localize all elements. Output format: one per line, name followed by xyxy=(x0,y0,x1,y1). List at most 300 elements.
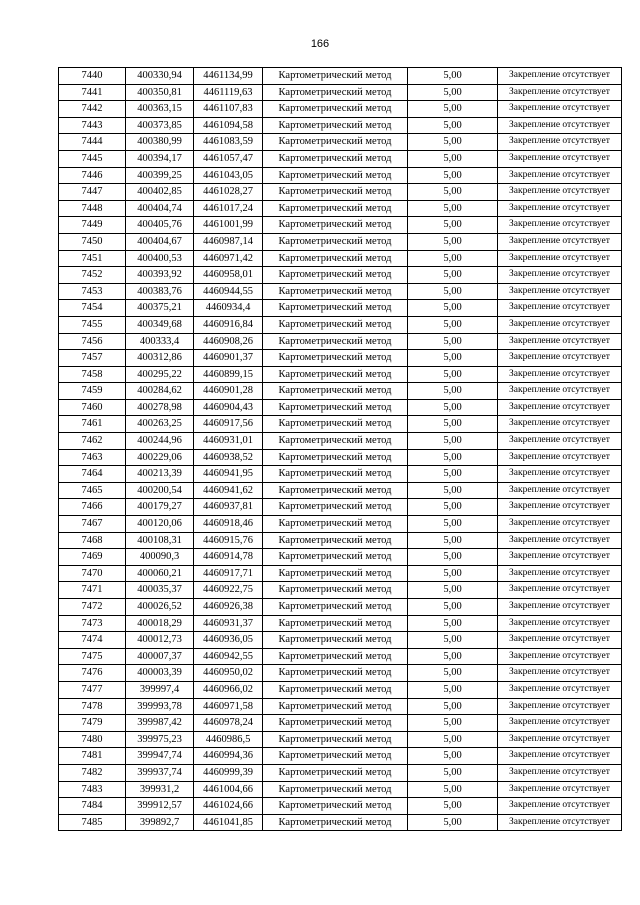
table-row xyxy=(59,84,622,101)
method-cell: Картометрический метод xyxy=(263,233,408,250)
x-coordinate-cell: 400035,37 xyxy=(126,582,194,599)
fixation-cell: Закрепление отсутствует xyxy=(498,549,622,566)
point-number-cell: 7454 xyxy=(59,300,126,317)
y-coordinate-cell: 4460971,42 xyxy=(194,250,263,267)
method-cell: Картометрический метод xyxy=(263,333,408,350)
x-coordinate-cell: 400090,3 xyxy=(126,549,194,566)
x-coordinate-cell: 400060,21 xyxy=(126,565,194,582)
method-cell: Картометрический метод xyxy=(263,681,408,698)
method-cell: Картометрический метод xyxy=(263,350,408,367)
x-coordinate-cell: 400026,52 xyxy=(126,599,194,616)
accuracy-cell: 5,00 xyxy=(408,748,498,765)
y-coordinate-cell: 4460942,55 xyxy=(194,648,263,665)
fixation-cell: Закрепление отсутствует xyxy=(498,416,622,433)
accuracy-cell: 5,00 xyxy=(408,84,498,101)
x-coordinate-cell: 399912,57 xyxy=(126,798,194,815)
point-number-cell: 7485 xyxy=(59,814,126,831)
x-coordinate-cell: 400402,85 xyxy=(126,184,194,201)
table-row xyxy=(59,217,622,234)
y-coordinate-cell: 4460978,24 xyxy=(194,715,263,732)
method-cell: Картометрический метод xyxy=(263,814,408,831)
point-number-cell: 7478 xyxy=(59,698,126,715)
point-number-cell: 7461 xyxy=(59,416,126,433)
fixation-cell: Закрепление отсутствует xyxy=(498,499,622,516)
table-row xyxy=(59,648,622,665)
table-row xyxy=(59,764,622,781)
fixation-cell: Закрепление отсутствует xyxy=(498,233,622,250)
table-row xyxy=(59,399,622,416)
point-number-cell: 7445 xyxy=(59,150,126,167)
accuracy-cell: 5,00 xyxy=(408,68,498,85)
point-number-cell: 7469 xyxy=(59,549,126,566)
point-number-cell: 7464 xyxy=(59,466,126,483)
method-cell: Картометрический метод xyxy=(263,300,408,317)
table-row xyxy=(59,167,622,184)
accuracy-cell: 5,00 xyxy=(408,316,498,333)
x-coordinate-cell: 400404,74 xyxy=(126,200,194,217)
fixation-cell: Закрепление отсутствует xyxy=(498,748,622,765)
fixation-cell: Закрепление отсутствует xyxy=(498,101,622,118)
y-coordinate-cell: 4461119,63 xyxy=(194,84,263,101)
method-cell: Картометрический метод xyxy=(263,648,408,665)
x-coordinate-cell: 399892,7 xyxy=(126,814,194,831)
x-coordinate-cell: 399931,2 xyxy=(126,781,194,798)
fixation-cell: Закрепление отсутствует xyxy=(498,84,622,101)
y-coordinate-cell: 4460917,71 xyxy=(194,565,263,582)
x-coordinate-cell: 400003,39 xyxy=(126,665,194,682)
table-row xyxy=(59,200,622,217)
method-cell: Картометрический метод xyxy=(263,316,408,333)
x-coordinate-cell: 400108,31 xyxy=(126,532,194,549)
fixation-cell: Закрепление отсутствует xyxy=(498,599,622,616)
accuracy-cell: 5,00 xyxy=(408,350,498,367)
accuracy-cell: 5,00 xyxy=(408,366,498,383)
x-coordinate-cell: 400018,29 xyxy=(126,615,194,632)
y-coordinate-cell: 4460917,56 xyxy=(194,416,263,433)
fixation-cell: Закрепление отсутствует xyxy=(498,200,622,217)
x-coordinate-cell: 400312,86 xyxy=(126,350,194,367)
accuracy-cell: 5,00 xyxy=(408,781,498,798)
accuracy-cell: 5,00 xyxy=(408,267,498,284)
table-row xyxy=(59,615,622,632)
method-cell: Картометрический метод xyxy=(263,698,408,715)
point-number-cell: 7480 xyxy=(59,731,126,748)
method-cell: Картометрический метод xyxy=(263,748,408,765)
y-coordinate-cell: 4460899,15 xyxy=(194,366,263,383)
x-coordinate-cell: 400295,22 xyxy=(126,366,194,383)
accuracy-cell: 5,00 xyxy=(408,482,498,499)
fixation-cell: Закрепление отсутствует xyxy=(498,316,622,333)
table-row xyxy=(59,333,622,350)
point-number-cell: 7477 xyxy=(59,681,126,698)
table-row xyxy=(59,101,622,118)
method-cell: Картометрический метод xyxy=(263,68,408,85)
x-coordinate-cell: 400399,25 xyxy=(126,167,194,184)
accuracy-cell: 5,00 xyxy=(408,715,498,732)
fixation-cell: Закрепление отсутствует xyxy=(498,482,622,499)
table-row xyxy=(59,698,622,715)
accuracy-cell: 5,00 xyxy=(408,599,498,616)
point-number-cell: 7456 xyxy=(59,333,126,350)
y-coordinate-cell: 4460926,38 xyxy=(194,599,263,616)
fixation-cell: Закрепление отсутствует xyxy=(498,150,622,167)
accuracy-cell: 5,00 xyxy=(408,101,498,118)
method-cell: Картометрический метод xyxy=(263,466,408,483)
y-coordinate-cell: 4460937,81 xyxy=(194,499,263,516)
point-number-cell: 7458 xyxy=(59,366,126,383)
accuracy-cell: 5,00 xyxy=(408,648,498,665)
method-cell: Картометрический метод xyxy=(263,150,408,167)
table-row xyxy=(59,748,622,765)
point-number-cell: 7442 xyxy=(59,101,126,118)
method-cell: Картометрический метод xyxy=(263,532,408,549)
x-coordinate-cell: 400333,4 xyxy=(126,333,194,350)
fixation-cell: Закрепление отсутствует xyxy=(498,648,622,665)
table-row xyxy=(59,632,622,649)
accuracy-cell: 5,00 xyxy=(408,117,498,134)
accuracy-cell: 5,00 xyxy=(408,516,498,533)
accuracy-cell: 5,00 xyxy=(408,150,498,167)
y-coordinate-cell: 4460944,55 xyxy=(194,283,263,300)
method-cell: Картометрический метод xyxy=(263,117,408,134)
table-row xyxy=(59,150,622,167)
point-number-cell: 7449 xyxy=(59,217,126,234)
accuracy-cell: 5,00 xyxy=(408,632,498,649)
table-row xyxy=(59,233,622,250)
fixation-cell: Закрепление отсутствует xyxy=(498,731,622,748)
fixation-cell: Закрепление отсутствует xyxy=(498,68,622,85)
method-cell: Картометрический метод xyxy=(263,565,408,582)
accuracy-cell: 5,00 xyxy=(408,333,498,350)
method-cell: Картометрический метод xyxy=(263,184,408,201)
point-number-cell: 7457 xyxy=(59,350,126,367)
x-coordinate-cell: 400363,15 xyxy=(126,101,194,118)
fixation-cell: Закрепление отсутствует xyxy=(498,615,622,632)
point-number-cell: 7455 xyxy=(59,316,126,333)
x-coordinate-cell: 400278,98 xyxy=(126,399,194,416)
y-coordinate-cell: 4460915,76 xyxy=(194,532,263,549)
method-cell: Картометрический метод xyxy=(263,516,408,533)
accuracy-cell: 5,00 xyxy=(408,549,498,566)
x-coordinate-cell: 400350,81 xyxy=(126,84,194,101)
table-row xyxy=(59,499,622,516)
method-cell: Картометрический метод xyxy=(263,781,408,798)
table-row xyxy=(59,665,622,682)
point-number-cell: 7446 xyxy=(59,167,126,184)
y-coordinate-cell: 4461004,66 xyxy=(194,781,263,798)
y-coordinate-cell: 4460901,37 xyxy=(194,350,263,367)
method-cell: Картометрический метод xyxy=(263,134,408,151)
table-row xyxy=(59,532,622,549)
table-row xyxy=(59,781,622,798)
table-row xyxy=(59,383,622,400)
accuracy-cell: 5,00 xyxy=(408,615,498,632)
x-coordinate-cell: 399987,42 xyxy=(126,715,194,732)
fixation-cell: Закрепление отсутствует xyxy=(498,383,622,400)
table-row xyxy=(59,582,622,599)
fixation-cell: Закрепление отсутствует xyxy=(498,516,622,533)
point-number-cell: 7474 xyxy=(59,632,126,649)
point-number-cell: 7473 xyxy=(59,615,126,632)
point-number-cell: 7467 xyxy=(59,516,126,533)
fixation-cell: Закрепление отсутствует xyxy=(498,764,622,781)
x-coordinate-cell: 400012,73 xyxy=(126,632,194,649)
y-coordinate-cell: 4460922,75 xyxy=(194,582,263,599)
method-cell: Картометрический метод xyxy=(263,715,408,732)
point-number-cell: 7481 xyxy=(59,748,126,765)
x-coordinate-cell: 399975,23 xyxy=(126,731,194,748)
table-row xyxy=(59,715,622,732)
point-number-cell: 7453 xyxy=(59,283,126,300)
method-cell: Картометрический метод xyxy=(263,582,408,599)
accuracy-cell: 5,00 xyxy=(408,798,498,815)
y-coordinate-cell: 4460914,78 xyxy=(194,549,263,566)
method-cell: Картометрический метод xyxy=(263,283,408,300)
table-row xyxy=(59,250,622,267)
fixation-cell: Закрепление отсутствует xyxy=(498,283,622,300)
point-number-cell: 7463 xyxy=(59,449,126,466)
accuracy-cell: 5,00 xyxy=(408,283,498,300)
y-coordinate-cell: 4460918,46 xyxy=(194,516,263,533)
fixation-cell: Закрепление отсутствует xyxy=(498,399,622,416)
fixation-cell: Закрепление отсутствует xyxy=(498,681,622,698)
table-row xyxy=(59,283,622,300)
point-number-cell: 7479 xyxy=(59,715,126,732)
y-coordinate-cell: 4460958,01 xyxy=(194,267,263,284)
y-coordinate-cell: 4460987,14 xyxy=(194,233,263,250)
coordinates-table xyxy=(58,67,622,831)
coordinates-table-body xyxy=(59,68,622,831)
y-coordinate-cell: 4460936,05 xyxy=(194,632,263,649)
table-row xyxy=(59,549,622,566)
x-coordinate-cell: 400400,53 xyxy=(126,250,194,267)
accuracy-cell: 5,00 xyxy=(408,200,498,217)
y-coordinate-cell: 4460941,95 xyxy=(194,466,263,483)
x-coordinate-cell: 400120,06 xyxy=(126,516,194,533)
point-number-cell: 7447 xyxy=(59,184,126,201)
accuracy-cell: 5,00 xyxy=(408,582,498,599)
table-row xyxy=(59,300,622,317)
x-coordinate-cell: 400200,54 xyxy=(126,482,194,499)
table-row xyxy=(59,267,622,284)
y-coordinate-cell: 4460971,58 xyxy=(194,698,263,715)
y-coordinate-cell: 4460986,5 xyxy=(194,731,263,748)
table-row xyxy=(59,516,622,533)
y-coordinate-cell: 4460941,62 xyxy=(194,482,263,499)
point-number-cell: 7441 xyxy=(59,84,126,101)
table-row xyxy=(59,565,622,582)
table-row xyxy=(59,482,622,499)
fixation-cell: Закрепление отсутствует xyxy=(498,798,622,815)
accuracy-cell: 5,00 xyxy=(408,499,498,516)
table-row xyxy=(59,433,622,450)
point-number-cell: 7470 xyxy=(59,565,126,582)
y-coordinate-cell: 4461001,99 xyxy=(194,217,263,234)
fixation-cell: Закрепление отсутствует xyxy=(498,184,622,201)
table-row xyxy=(59,316,622,333)
accuracy-cell: 5,00 xyxy=(408,300,498,317)
x-coordinate-cell: 400380,99 xyxy=(126,134,194,151)
table-row xyxy=(59,117,622,134)
table-row xyxy=(59,68,622,85)
method-cell: Картометрический метод xyxy=(263,599,408,616)
accuracy-cell: 5,00 xyxy=(408,565,498,582)
x-coordinate-cell: 400229,06 xyxy=(126,449,194,466)
table-row xyxy=(59,184,622,201)
accuracy-cell: 5,00 xyxy=(408,233,498,250)
fixation-cell: Закрепление отсутствует xyxy=(498,565,622,582)
table-row xyxy=(59,681,622,698)
point-number-cell: 7476 xyxy=(59,665,126,682)
fixation-cell: Закрепление отсутствует xyxy=(498,698,622,715)
table-row xyxy=(59,366,622,383)
x-coordinate-cell: 400405,76 xyxy=(126,217,194,234)
x-coordinate-cell: 400375,21 xyxy=(126,300,194,317)
x-coordinate-cell: 400404,67 xyxy=(126,233,194,250)
x-coordinate-cell: 399947,74 xyxy=(126,748,194,765)
fixation-cell: Закрепление отсутствует xyxy=(498,350,622,367)
fixation-cell: Закрепление отсутствует xyxy=(498,333,622,350)
method-cell: Картометрический метод xyxy=(263,217,408,234)
method-cell: Картометрический метод xyxy=(263,798,408,815)
fixation-cell: Закрепление отсутствует xyxy=(498,300,622,317)
fixation-cell: Закрепление отсутствует xyxy=(498,781,622,798)
accuracy-cell: 5,00 xyxy=(408,383,498,400)
accuracy-cell: 5,00 xyxy=(408,433,498,450)
point-number-cell: 7450 xyxy=(59,233,126,250)
fixation-cell: Закрепление отсутствует xyxy=(498,466,622,483)
y-coordinate-cell: 4461107,83 xyxy=(194,101,263,118)
fixation-cell: Закрепление отсутствует xyxy=(498,117,622,134)
x-coordinate-cell: 400213,39 xyxy=(126,466,194,483)
x-coordinate-cell: 400349,68 xyxy=(126,316,194,333)
accuracy-cell: 5,00 xyxy=(408,764,498,781)
accuracy-cell: 5,00 xyxy=(408,134,498,151)
accuracy-cell: 5,00 xyxy=(408,698,498,715)
y-coordinate-cell: 4460999,39 xyxy=(194,764,263,781)
y-coordinate-cell: 4460994,36 xyxy=(194,748,263,765)
x-coordinate-cell: 399993,78 xyxy=(126,698,194,715)
fixation-cell: Закрепление отсутствует xyxy=(498,632,622,649)
fixation-cell: Закрепление отсутствует xyxy=(498,582,622,599)
y-coordinate-cell: 4461094,58 xyxy=(194,117,263,134)
point-number-cell: 7448 xyxy=(59,200,126,217)
fixation-cell: Закрепление отсутствует xyxy=(498,814,622,831)
x-coordinate-cell: 400284,62 xyxy=(126,383,194,400)
method-cell: Картометрический метод xyxy=(263,250,408,267)
fixation-cell: Закрепление отсутствует xyxy=(498,433,622,450)
method-cell: Картометрический метод xyxy=(263,101,408,118)
table-row xyxy=(59,814,622,831)
fixation-cell: Закрепление отсутствует xyxy=(498,532,622,549)
y-coordinate-cell: 4461017,24 xyxy=(194,200,263,217)
y-coordinate-cell: 4461083,59 xyxy=(194,134,263,151)
x-coordinate-cell: 400007,37 xyxy=(126,648,194,665)
accuracy-cell: 5,00 xyxy=(408,217,498,234)
y-coordinate-cell: 4461057,47 xyxy=(194,150,263,167)
table-row xyxy=(59,350,622,367)
x-coordinate-cell: 399997,4 xyxy=(126,681,194,698)
table-row xyxy=(59,134,622,151)
y-coordinate-cell: 4461043,05 xyxy=(194,167,263,184)
method-cell: Картометрический метод xyxy=(263,433,408,450)
point-number-cell: 7465 xyxy=(59,482,126,499)
point-number-cell: 7451 xyxy=(59,250,126,267)
method-cell: Картометрический метод xyxy=(263,84,408,101)
y-coordinate-cell: 4460931,37 xyxy=(194,615,263,632)
accuracy-cell: 5,00 xyxy=(408,184,498,201)
fixation-cell: Закрепление отсутствует xyxy=(498,665,622,682)
accuracy-cell: 5,00 xyxy=(408,399,498,416)
point-number-cell: 7466 xyxy=(59,499,126,516)
method-cell: Картометрический метод xyxy=(263,383,408,400)
y-coordinate-cell: 4460934,4 xyxy=(194,300,263,317)
method-cell: Картометрический метод xyxy=(263,399,408,416)
x-coordinate-cell: 400244,96 xyxy=(126,433,194,450)
method-cell: Картометрический метод xyxy=(263,665,408,682)
fixation-cell: Закрепление отсутствует xyxy=(498,167,622,184)
x-coordinate-cell: 400383,76 xyxy=(126,283,194,300)
table-row xyxy=(59,449,622,466)
point-number-cell: 7443 xyxy=(59,117,126,134)
point-number-cell: 7472 xyxy=(59,599,126,616)
table-row xyxy=(59,466,622,483)
fixation-cell: Закрепление отсутствует xyxy=(498,267,622,284)
point-number-cell: 7460 xyxy=(59,399,126,416)
y-coordinate-cell: 4461028,27 xyxy=(194,184,263,201)
x-coordinate-cell: 400394,17 xyxy=(126,150,194,167)
x-coordinate-cell: 400373,85 xyxy=(126,117,194,134)
method-cell: Картометрический метод xyxy=(263,416,408,433)
point-number-cell: 7475 xyxy=(59,648,126,665)
y-coordinate-cell: 4460916,84 xyxy=(194,316,263,333)
fixation-cell: Закрепление отсутствует xyxy=(498,217,622,234)
point-number-cell: 7483 xyxy=(59,781,126,798)
point-number-cell: 7444 xyxy=(59,134,126,151)
x-coordinate-cell: 400393,92 xyxy=(126,267,194,284)
method-cell: Картометрический метод xyxy=(263,482,408,499)
accuracy-cell: 5,00 xyxy=(408,449,498,466)
fixation-cell: Закрепление отсутствует xyxy=(498,366,622,383)
page-number: 166 xyxy=(310,38,330,50)
method-cell: Картометрический метод xyxy=(263,615,408,632)
y-coordinate-cell: 4461041,85 xyxy=(194,814,263,831)
y-coordinate-cell: 4460966,02 xyxy=(194,681,263,698)
table-row xyxy=(59,731,622,748)
method-cell: Картометрический метод xyxy=(263,200,408,217)
table-row xyxy=(59,798,622,815)
y-coordinate-cell: 4460931,01 xyxy=(194,433,263,450)
x-coordinate-cell: 400330,94 xyxy=(126,68,194,85)
accuracy-cell: 5,00 xyxy=(408,250,498,267)
method-cell: Картометрический метод xyxy=(263,449,408,466)
accuracy-cell: 5,00 xyxy=(408,167,498,184)
method-cell: Картометрический метод xyxy=(263,167,408,184)
fixation-cell: Закрепление отсутствует xyxy=(498,134,622,151)
method-cell: Картометрический метод xyxy=(263,549,408,566)
accuracy-cell: 5,00 xyxy=(408,814,498,831)
accuracy-cell: 5,00 xyxy=(408,532,498,549)
fixation-cell: Закрепление отсутствует xyxy=(498,449,622,466)
fixation-cell: Закрепление отсутствует xyxy=(498,250,622,267)
fixation-cell: Закрепление отсутствует xyxy=(498,715,622,732)
method-cell: Картометрический метод xyxy=(263,267,408,284)
accuracy-cell: 5,00 xyxy=(408,466,498,483)
point-number-cell: 7484 xyxy=(59,798,126,815)
x-coordinate-cell: 400179,27 xyxy=(126,499,194,516)
point-number-cell: 7468 xyxy=(59,532,126,549)
point-number-cell: 7440 xyxy=(59,68,126,85)
